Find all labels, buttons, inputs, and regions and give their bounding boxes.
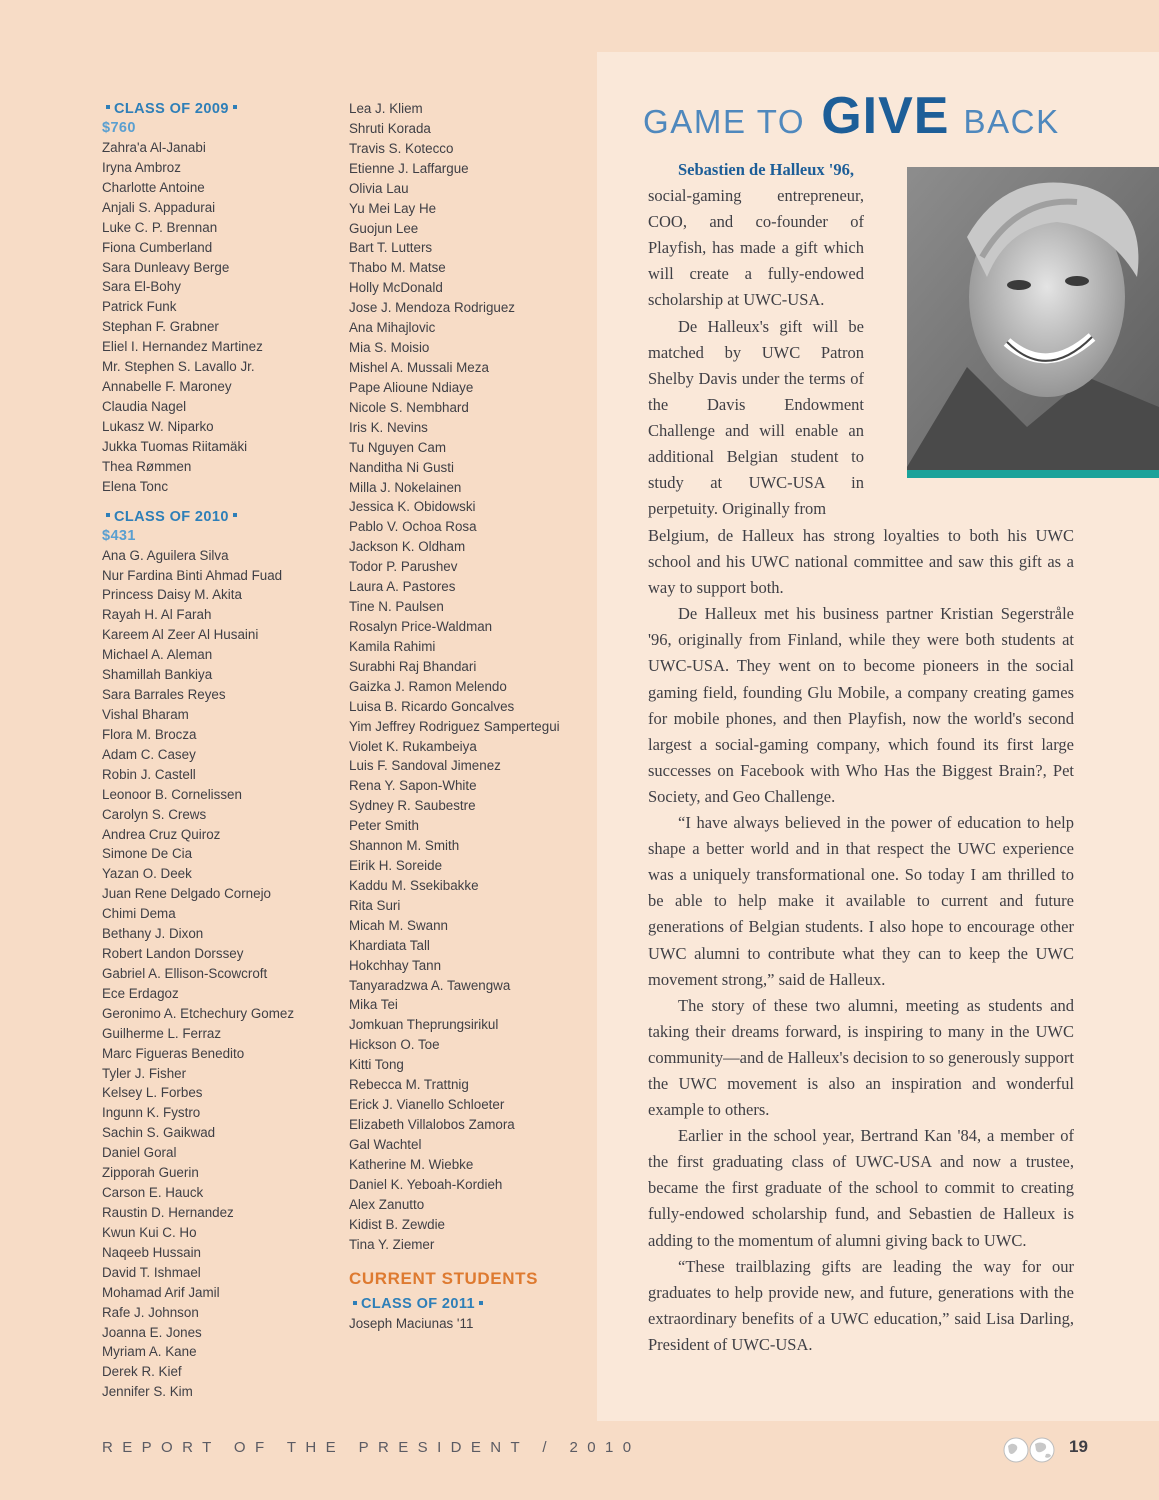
donor-name: Tyler J. Fisher (102, 1065, 187, 1081)
donor-name: Guilherme L. Ferraz (102, 1025, 222, 1041)
donor-name: Guojun Lee (349, 220, 419, 236)
donor-name: Daniel K. Yeboah-Kordieh (349, 1176, 503, 1192)
donor-name: Ana G. Aguilera Silva (102, 547, 229, 563)
donor-name: Jessica K. Obidowski (349, 499, 476, 515)
donor-name: Nur Fardina Binti Ahmad Fuad (102, 567, 283, 583)
donor-name: Carson E. Hauck (102, 1185, 204, 1201)
donor-name: Joanna E. Jones (102, 1324, 202, 1340)
donor-name: Hickson O. Toe (349, 1037, 440, 1053)
donor-name: Daniel Goral (102, 1145, 177, 1161)
donor-name: Kareem Al Zeer Al Husaini (102, 627, 259, 643)
article-p1: social-gaming entrepreneur, COO, and co-founder of Playfish, has made a gift which will create a fully-endowed scholarship at UWC-USA. (648, 186, 864, 310)
donor-name: Elizabeth Villalobos Zamora (349, 1117, 515, 1133)
donor-name: Thabo M. Matse (349, 260, 446, 276)
donor-name: Katherine M. Wiebke (349, 1156, 474, 1172)
donor-name: Iris K. Nevins (349, 419, 428, 435)
class-2011-heading: CLASS OF 2011 (349, 1294, 584, 1314)
donor-name: Naqeeb Hussain (102, 1244, 202, 1260)
donor-name: Jackson K. Oldham (349, 539, 466, 555)
donor-name: Leonoor B. Cornelissen (102, 786, 242, 802)
donor-name: Shamillah Bankiya (102, 667, 213, 683)
class-2010-amount: $431 (102, 527, 136, 544)
class-2010-heading: CLASS OF 2010 (102, 507, 327, 527)
donor-name: Pablo V. Ochoa Rosa (349, 519, 477, 535)
donor-name: Yazan O. Deek (102, 866, 192, 882)
donor-name: Yu Mei Lay He (349, 200, 437, 216)
donor-name: Luke C. P. Brennan (102, 219, 218, 235)
donor-name: Bethany J. Dixon (102, 926, 204, 942)
donor-name: Kaddu M. Ssekibakke (349, 877, 479, 893)
donor-name: Lea J. Kliem (349, 101, 423, 116)
donor-name: Marc Figueras Benedito (102, 1045, 245, 1061)
donor-name: Patrick Funk (102, 299, 177, 315)
class-2010-list-continued (349, 99, 584, 1254)
donor-name: Andrea Cruz Quiroz (102, 826, 221, 842)
donor-name: David T. Ishmael (102, 1264, 201, 1280)
donor-name: Kitti Tong (349, 1057, 404, 1073)
donor-name: Luis F. Sandoval Jimenez (349, 758, 501, 774)
donor-name: Surabhi Raj Bhandari (349, 658, 477, 674)
donor-column-1 (102, 99, 327, 1402)
donor-name: Nanditha Ni Gusti (349, 459, 454, 475)
donor-name: Princess Daisy M. Akita (102, 587, 242, 603)
donor-name: Shannon M. Smith (349, 838, 460, 854)
donor-name: Kamila Rahimi (349, 638, 436, 654)
donor-name: Eliel I. Hernandez Martinez (102, 339, 263, 355)
donor-name: Rena Y. Sapon-White (349, 778, 477, 794)
donor-name: Bart T. Lutters (349, 240, 433, 256)
donor-name: Jennifer S. Kim (102, 1384, 193, 1400)
donor-name: Rita Suri (349, 897, 401, 913)
donor-name: Micah M. Swann (349, 917, 448, 933)
donor-name: Rafe J. Johnson (102, 1304, 199, 1320)
donor-name: Sydney R. Saubestre (349, 798, 476, 814)
donor-name: Gabriel A. Ellison-Scowcroft (102, 965, 268, 981)
donor-name: Ece Erdagoz (102, 985, 179, 1001)
donor-name: Violet K. Rukambeiya (349, 738, 477, 754)
donor-name: Peter Smith (349, 818, 419, 834)
class-2010-list (102, 546, 327, 1403)
donor-name: Rosalyn Price-Waldman (349, 618, 493, 634)
donor-name: Tina Y. Ziemer (349, 1236, 435, 1252)
title-post: BACK (963, 103, 1060, 140)
donor-name: Joseph Maciunas '11 (349, 1316, 474, 1332)
donor-name: Mohamad Arif Jamil (102, 1284, 220, 1300)
article-p5: The story of these two alumni, meeting as students and taking their dreams forward, is inspiring to many in the UWC community—and de Halleux's decision to so generously support the UWC movement is also an inspiration and wonderful example to others. (648, 995, 1074, 1120)
donor-name: Ana Mihajlovic (349, 320, 436, 336)
donor-name: Robin J. Castell (102, 766, 196, 782)
donor-name: Tanyaradzwa A. Tawengwa (349, 977, 511, 993)
article-p3: De Halleux met his business partner Kristian Segerstråle '96, originally from Finland, while they were both students at UWC-USA. They went on to become pioneers in the social gaming field, founding Glu Mobile, a company creating games for mobile phones, and then Playfish, now the world's second largest a social-gaming company, which found its first large successes on Facebook with Who Has the Biggest Brain?, Pet Society, and Geo Challenge. (648, 604, 1074, 806)
donor-name: Rebecca M. Trattnig (349, 1077, 469, 1093)
donor-name: Carolyn S. Crews (102, 806, 207, 822)
article-body (648, 523, 1074, 1358)
donor-name: Flora M. Brocza (102, 726, 197, 742)
donor-name: Chimi Dema (102, 906, 176, 922)
donor-name: Yim Jeffrey Rodriguez Sampertegui (349, 718, 560, 734)
article-p2b: Belgium, de Halleux has strong loyalties to both his UWC school and his UWC national committee and saw this gift as a way to support both. (648, 526, 1074, 598)
donor-name: Anjali S. Appadurai (102, 199, 216, 215)
uwc-globe-logo-icon (1002, 1436, 1058, 1464)
current-students-heading: CURRENT STUDENTS (349, 1269, 539, 1289)
donor-name: Erick J. Vianello Schloeter (349, 1097, 505, 1113)
donor-name: Todor P. Parushev (349, 559, 458, 575)
class-2009-heading: CLASS OF 2009 (102, 99, 327, 119)
donor-column-2 (349, 99, 584, 1334)
donor-name: Sara Barrales Reyes (102, 687, 226, 703)
donor-name: Adam C. Casey (102, 746, 196, 762)
donor-name: Iryna Ambroz (102, 159, 181, 175)
donor-name: Jose J. Mendoza Rodriguez (349, 300, 515, 316)
donor-name: Annabelle F. Maroney (102, 379, 232, 395)
donor-name: Claudia Nagel (102, 398, 187, 414)
donor-name: Mishel A. Mussali Meza (349, 359, 489, 375)
donor-name: Mia S. Moisio (349, 340, 430, 356)
class-2009-list (102, 138, 327, 497)
donor-name: Juan Rene Delgado Cornejo (102, 886, 271, 902)
donor-name: Tu Nguyen Cam (349, 439, 446, 455)
donor-name: Eirik H. Soreide (349, 858, 443, 874)
donor-name: Olivia Lau (349, 180, 409, 196)
article-p2a: De Halleux's gift will be matched by UWC Patron Shelby Davis under the terms of the Davis Endowment Challenge and will enable an additional Belgian student to study at UWC-USA in perpetuity. Originally from (648, 316, 864, 519)
donor-name: Mika Tei (349, 997, 398, 1013)
donor-name: Fiona Cumberland (102, 239, 213, 255)
article-intro (648, 157, 864, 522)
donor-name: Rayah H. Al Farah (102, 607, 212, 623)
donor-name: Elena Tonc (102, 478, 169, 494)
article-p7: “These trailblazing gifts are leading the way for our graduates to help provide new, and future, generations with the extraordinary benefits of a UWC education,” said Lisa Darling, President of UWC-USA. (648, 1256, 1074, 1354)
donor-name: Charlotte Antoine (102, 179, 205, 195)
article-p6: Earlier in the school year, Bertrand Kan '84, a member of the first graduating class of UWC-USA and now a trustee, became the first graduate of the school to commit to creating fully-endowed scholarship fund, and Sebastien de Halleux is adding to the momentum of alumni giving back to UWC. (648, 1126, 1074, 1250)
article-p4: “I have always believed in the power of education to help shape a better world and in that respect the UWC experience was a uniquely transformational one. So today I am thrilled to be able to help make it available to current and future generations of Belgian students. I also hope to encourage other UWC alumni to contribute what they can to keep the UWC movement strong,” said de Halleux. (648, 813, 1074, 989)
donor-name: Alex Zanutto (349, 1196, 425, 1212)
title-pre: GAME TO (643, 103, 806, 140)
donor-name: Geronimo A. Etchechury Gomez (102, 1005, 295, 1021)
donor-name: Stephan F. Grabner (102, 319, 219, 335)
title-big: GIVE (821, 87, 950, 145)
donor-name: Sara El-Bohy (102, 279, 181, 295)
portrait-image (907, 167, 1159, 471)
donor-name: Kidist B. Zewdie (349, 1216, 446, 1232)
donor-name: Milla J. Nokelainen (349, 479, 462, 495)
donor-name: Laura A. Pastores (349, 579, 456, 595)
lead-name: Sebastien de Halleux '96, (678, 160, 855, 179)
donor-name: Jomkuan Theprungsirikul (349, 1017, 499, 1033)
donor-name: Sara Dunleavy Berge (102, 259, 230, 275)
donor-name: Luisa B. Ricardo Goncalves (349, 698, 515, 714)
page-number: 19 (1069, 1437, 1088, 1456)
portrait-photo (907, 167, 1159, 471)
donor-name: Sachin S. Gaikwad (102, 1125, 216, 1141)
footer-report-title: REPORT OF THE PRESIDENT / 2010 (102, 1439, 641, 1456)
donor-name: Gal Wachtel (349, 1136, 422, 1152)
donor-name: Gaizka J. Ramon Melendo (349, 678, 507, 694)
donor-name: Holly McDonald (349, 280, 443, 296)
donor-name: Tine N. Paulsen (349, 599, 444, 615)
donor-name: Robert Landon Dorssey (102, 946, 244, 962)
class-2009-amount: $760 (102, 120, 136, 136)
donor-name: Khardiata Tall (349, 937, 430, 953)
donor-name: Lukasz W. Niparko (102, 418, 214, 434)
donor-name: Travis S. Kotecco (349, 140, 454, 156)
article-title (643, 86, 1060, 146)
donor-name: Raustin D. Hernandez (102, 1205, 234, 1221)
donor-name: Michael A. Aleman (102, 647, 213, 663)
donor-name: Etienne J. Laffargue (349, 160, 469, 176)
donor-name: Ingunn K. Fystro (102, 1105, 201, 1121)
donor-name: Jukka Tuomas Riitamäki (102, 438, 248, 454)
donor-name: Nicole S. Nembhard (349, 399, 469, 415)
donor-name: Vishal Bharam (102, 706, 189, 722)
donor-name: Simone De Cia (102, 846, 193, 862)
donor-name: Zahra'a Al-Janabi (102, 140, 206, 155)
donor-name: Thea Rømmen (102, 458, 192, 474)
donor-name: Myriam A. Kane (102, 1344, 197, 1360)
photo-accent-bar (907, 470, 1159, 478)
donor-name: Kwun Kui C. Ho (102, 1224, 197, 1240)
donor-name: Shruti Korada (349, 120, 431, 136)
donor-name: Kelsey L. Forbes (102, 1085, 203, 1101)
donor-name: Pape Alioune Ndiaye (349, 379, 474, 395)
donor-name: Zipporah Guerin (102, 1165, 199, 1181)
donor-name: Mr. Stephen S. Lavallo Jr. (102, 359, 255, 375)
donor-name: Derek R. Kief (102, 1364, 182, 1380)
donor-name: Hokchhay Tann (349, 957, 442, 973)
class-2011-list (349, 1314, 584, 1334)
